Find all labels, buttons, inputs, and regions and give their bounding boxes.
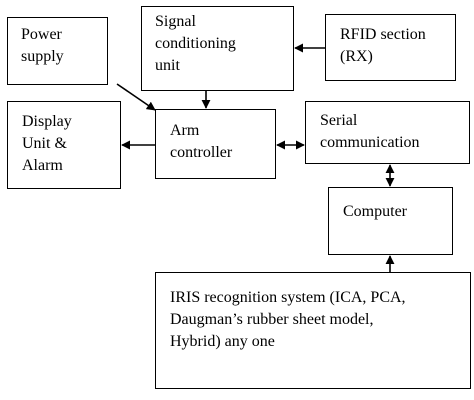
- computer-label: Computer: [343, 203, 407, 220]
- arrow-power-to-arm: [117, 84, 155, 110]
- signal-conditioning-label: Signal conditioning unit: [155, 13, 236, 74]
- iris-recognition-label: IRIS recognition system (ICA, PCA, Daugman’s rubber sheet model, Hybrid) any one: [170, 289, 406, 350]
- rfid-section-label: RFID section (RX): [340, 26, 426, 65]
- serial-communication-label: Serial communication: [320, 112, 420, 151]
- power-supply-label: Power supply: [21, 26, 64, 65]
- display-unit-label: Display Unit & Alarm: [22, 113, 72, 174]
- arm-controller-label: Arm controller: [170, 122, 233, 161]
